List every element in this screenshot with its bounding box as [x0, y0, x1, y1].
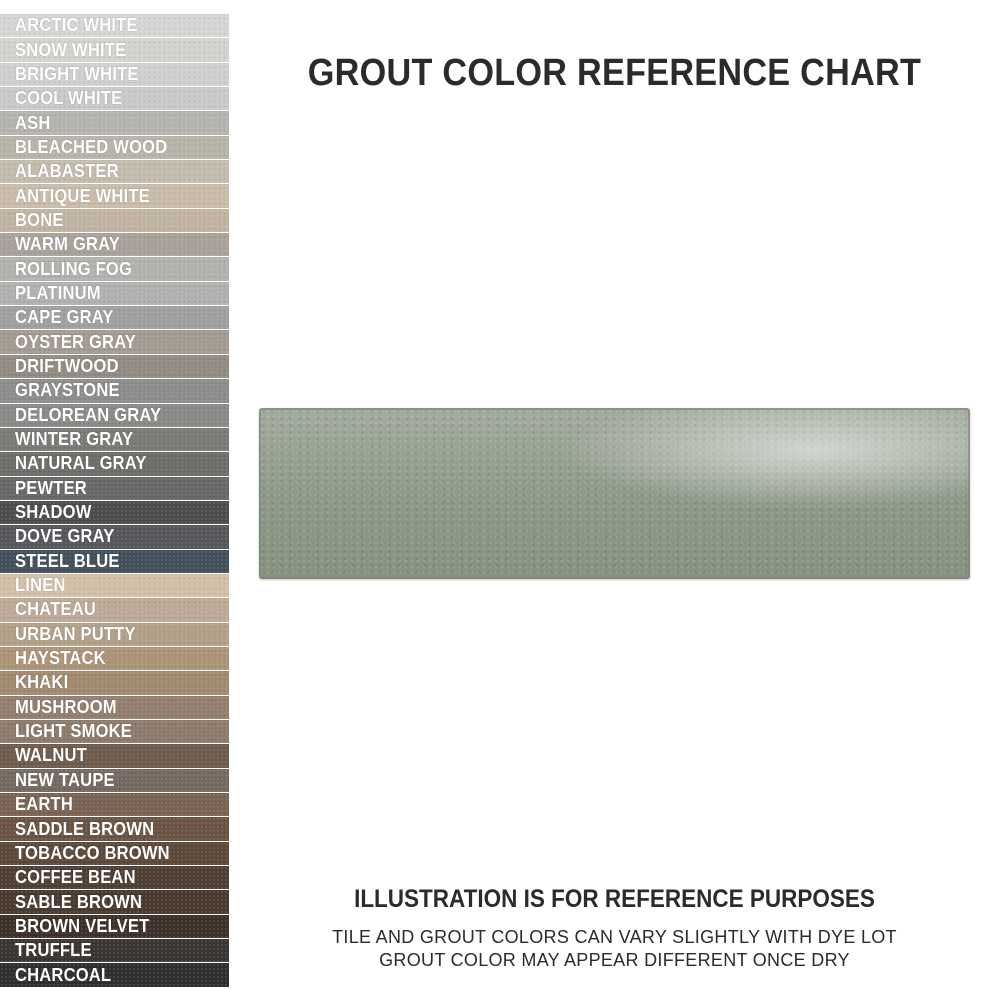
grout-swatch: [0, 598, 229, 621]
grout-swatch-label: ASH: [15, 112, 51, 133]
grout-swatch: [0, 452, 229, 475]
grout-swatch: [0, 330, 229, 353]
grout-swatch: [0, 428, 229, 451]
grout-swatch-label: BONE: [15, 209, 64, 230]
grout-swatch: [0, 720, 229, 743]
grout-swatch-label: EARTH: [15, 794, 73, 815]
grout-swatch-label: CHATEAU: [15, 599, 97, 620]
grout-swatch-label: CHARCOAL: [15, 964, 112, 985]
grout-swatch: [0, 404, 229, 427]
grout-swatch: [0, 184, 229, 207]
disclaimer-title: ILLUSTRATION IS FOR REFERENCE PURPOSES: [354, 885, 875, 913]
grout-swatch: [0, 233, 229, 256]
grout-swatch-label: BLEACHED WOOD: [15, 136, 168, 157]
grout-swatch-label: PEWTER: [15, 477, 87, 498]
grout-swatch: [0, 160, 229, 183]
grout-swatch-label: SADDLE BROWN: [15, 818, 155, 839]
grout-swatch-label: DELOREAN GRAY: [15, 404, 162, 425]
grout-swatch-label: ARCTIC WHITE: [15, 15, 138, 36]
grout-swatch: [0, 574, 229, 597]
grout-swatch-label: HAYSTACK: [15, 648, 106, 669]
grout-swatch-label: ANTIQUE WHITE: [15, 185, 150, 206]
grout-swatch-label: COFFEE BEAN: [15, 867, 136, 888]
grout-swatch-label: WARM GRAY: [15, 234, 121, 255]
grout-swatch: [0, 817, 229, 840]
grout-color-swatch-list: [0, 14, 229, 988]
grout-swatch: [0, 769, 229, 792]
grout-swatch-label: BROWN VELVET: [15, 915, 150, 936]
grout-swatch-label: URBAN PUTTY: [15, 623, 136, 644]
grout-swatch-label: WINTER GRAY: [15, 429, 134, 450]
grout-swatch: [0, 209, 229, 232]
grout-swatch-label: DRIFTWOOD: [15, 355, 119, 376]
grout-swatch-label: ALABASTER: [15, 161, 119, 182]
page-title: GROUT COLOR REFERENCE CHART: [307, 52, 922, 94]
grout-swatch: [0, 63, 229, 86]
disclaimer-line-dry: GROUT COLOR MAY APPEAR DIFFERENT ONCE DRY: [379, 950, 850, 970]
grout-swatch-label: MUSHROOM: [15, 696, 117, 717]
grout-swatch-label: DOVE GRAY: [15, 526, 115, 547]
grout-swatch: [0, 744, 229, 767]
grout-swatch-label: GRAYSTONE: [15, 380, 120, 401]
grout-swatch-label: LINEN: [15, 575, 66, 596]
tile-illustration: [259, 408, 970, 579]
grout-swatch: [0, 38, 229, 61]
grout-swatch: [0, 282, 229, 305]
grout-swatch: [0, 647, 229, 670]
grout-swatch: [0, 939, 229, 962]
grout-swatch-label: LIGHT SMOKE: [15, 721, 133, 742]
grout-swatch: [0, 842, 229, 865]
grout-swatch: [0, 379, 229, 402]
grout-swatch: [0, 793, 229, 816]
grout-swatch: [0, 501, 229, 524]
grout-swatch-label: CAPE GRAY: [15, 307, 114, 328]
grout-swatch: [0, 963, 229, 986]
grout-swatch: [0, 87, 229, 110]
grout-swatch: [0, 550, 229, 573]
grout-swatch: [0, 890, 229, 913]
grout-swatch-label: COOL WHITE: [15, 88, 123, 109]
grout-swatch-label: SABLE BROWN: [15, 891, 143, 912]
grout-swatch: [0, 355, 229, 378]
grout-swatch: [0, 696, 229, 719]
grout-swatch-label: WALNUT: [15, 745, 87, 766]
grout-swatch-label: TOBACCO BROWN: [15, 842, 170, 863]
grout-swatch: [0, 866, 229, 889]
grout-swatch-label: NEW TAUPE: [15, 769, 115, 790]
grout-swatch-label: STEEL BLUE: [15, 550, 120, 571]
grout-swatch-label: TRUFFLE: [15, 940, 92, 961]
grout-swatch-label: BRIGHT WHITE: [15, 63, 139, 84]
grout-swatch: [0, 477, 229, 500]
grout-swatch: [0, 14, 229, 37]
grout-swatch-label: ROLLING FOG: [15, 258, 133, 279]
grout-swatch-label: KHAKI: [15, 672, 69, 693]
grout-swatch: [0, 111, 229, 134]
grout-swatch: [0, 915, 229, 938]
grout-swatch-label: PLATINUM: [15, 282, 101, 303]
grout-swatch: [0, 306, 229, 329]
grout-swatch-label: NATURAL GRAY: [15, 453, 147, 474]
grout-swatch-label: SHADOW: [15, 502, 92, 523]
grout-swatch: [0, 525, 229, 548]
grout-swatch: [0, 671, 229, 694]
grout-swatch: [0, 623, 229, 646]
grout-swatch-label: OYSTER GRAY: [15, 331, 137, 352]
disclaimer-line-dye-lot: TILE AND GROUT COLORS CAN VARY SLIGHTLY WITH DYE LOT: [332, 927, 897, 947]
grout-swatch: [0, 136, 229, 159]
grout-swatch-label: SNOW WHITE: [15, 39, 127, 60]
grout-swatch: [0, 257, 229, 280]
